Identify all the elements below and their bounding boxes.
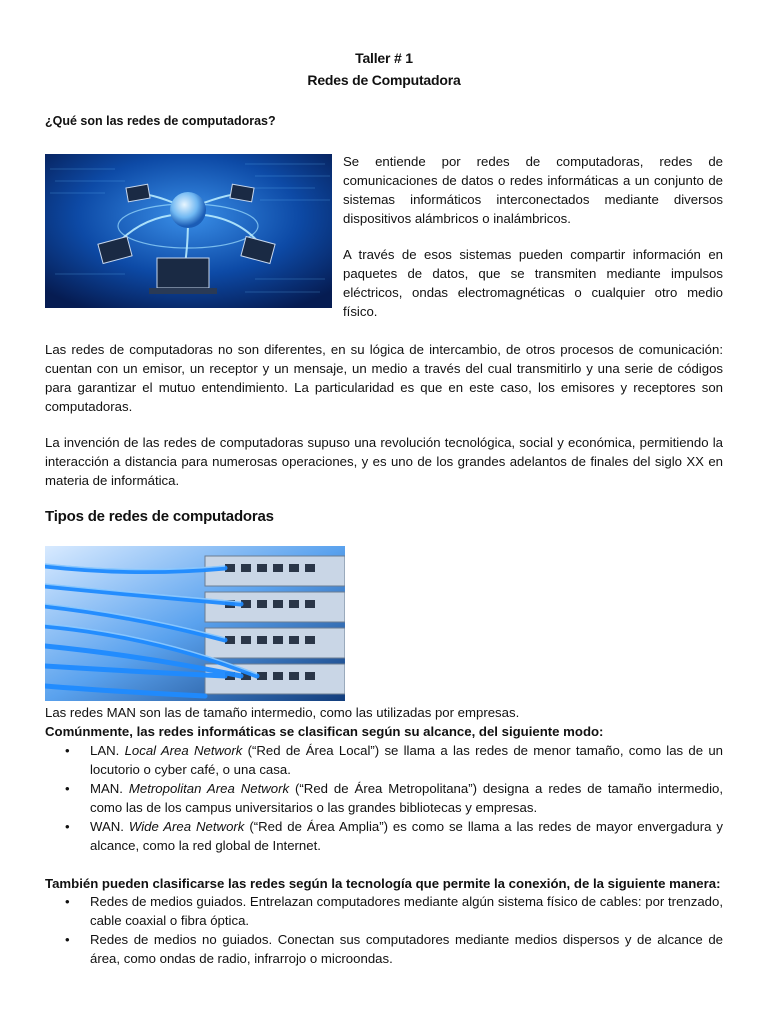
invention-paragraph: La invención de las redes de computadoras supuso una revolución tecnológica, social y económica, permitiendo la interacción a distancia para numerosas operaciones, y es uno de los grandes adelantos de finales del siglo XX en materia de informática. xyxy=(45,435,723,488)
network-types-heading: Tipos de redes de computadoras xyxy=(45,508,274,525)
scope-name: Local Area Network xyxy=(124,743,243,758)
bullet-icon: • xyxy=(65,743,70,758)
technology-description: Redes de medios guiados. Entrelazan computadores mediante algún sistema físico de cables: por trenzado, cable coaxial o fibra óptica. xyxy=(90,894,723,928)
communication-paragraph: Las redes de computadoras no son diferentes, en su lógica de intercambio, de otros procesos de comunicación: cuentan con un emisor, un receptor y un mensaje, un medio a través del cual transmitirlo y una serie de códigos para garantizar el mutuo entendimiento. La particularidad es que en este caso, los emisores y receptores son computadoras. xyxy=(45,342,723,414)
scope-classification-heading: Comúnmente, las redes informáticas se clasifican según su alcance, del siguiente modo: xyxy=(45,724,604,739)
scope-abbr: LAN. xyxy=(90,743,125,758)
technology-types-list xyxy=(45,892,723,968)
network-illustration-image xyxy=(45,154,332,308)
network-switch-cables-image xyxy=(45,546,345,701)
list-item-lan xyxy=(45,741,723,779)
scope-types-list xyxy=(45,741,723,855)
scope-description: (“Red de Área Metropolitana”) designa a redes de tamaño intermedio, como las de los campus universitarios o las grandes bibliotecas y empresas. xyxy=(90,781,723,815)
section-question-heading: ¿Qué son las redes de computadoras? xyxy=(45,114,276,128)
list-item-guided xyxy=(45,892,723,930)
bullet-icon: • xyxy=(65,932,70,947)
document-title: Taller # 1 xyxy=(355,50,413,66)
scope-description: (“Red de Área Amplia”) es como se llama a las redes de mayor envergadura y alcance, como la red global de Internet. xyxy=(90,819,723,853)
technology-classification-heading: También pueden clasificarse las redes según la tecnología que permite la conexión, de la siguiente manera: xyxy=(45,876,721,891)
scope-description: (“Red de Área Local”) se llama a las redes de menor tamaño, como las de un locutorio o cyber café, o una casa. xyxy=(90,743,724,777)
list-item-man xyxy=(45,779,723,817)
definition-paragraph: Se entiende por redes de computadoras, redes de comunicaciones de datos o redes informáticas a un conjunto de sistemas informáticos interconectados mediante diversos dispositivos alámbricos o inalámbricos. xyxy=(343,154,723,226)
data-packets-paragraph: A través de esos sistemas pueden compartir información en paquetes de datos, que se transmiten mediante impulsos eléctricos, ondas electromagnéticas o cualquier otro medio físico. xyxy=(343,247,723,319)
scope-abbr: WAN. xyxy=(90,819,129,834)
scope-name: Metropolitan Area Network xyxy=(128,781,290,796)
list-item-wan xyxy=(45,817,723,855)
scope-abbr: MAN. xyxy=(90,781,129,796)
list-item-unguided xyxy=(45,930,723,968)
man-description-line: Las redes MAN son las de tamaño intermedio, como las utilizadas por empresas. xyxy=(45,705,520,720)
bullet-icon: • xyxy=(65,894,70,909)
bullet-icon: • xyxy=(65,819,70,834)
document-subtitle: Redes de Computadora xyxy=(307,72,461,88)
bullet-icon: • xyxy=(65,781,70,796)
technology-description: Redes de medios no guiados. Conectan sus computadores mediante medios dispersos y de alcance de área, como ondas de radio, infrarrojo o microondas. xyxy=(90,932,723,966)
scope-name: Wide Area Network xyxy=(128,819,245,834)
